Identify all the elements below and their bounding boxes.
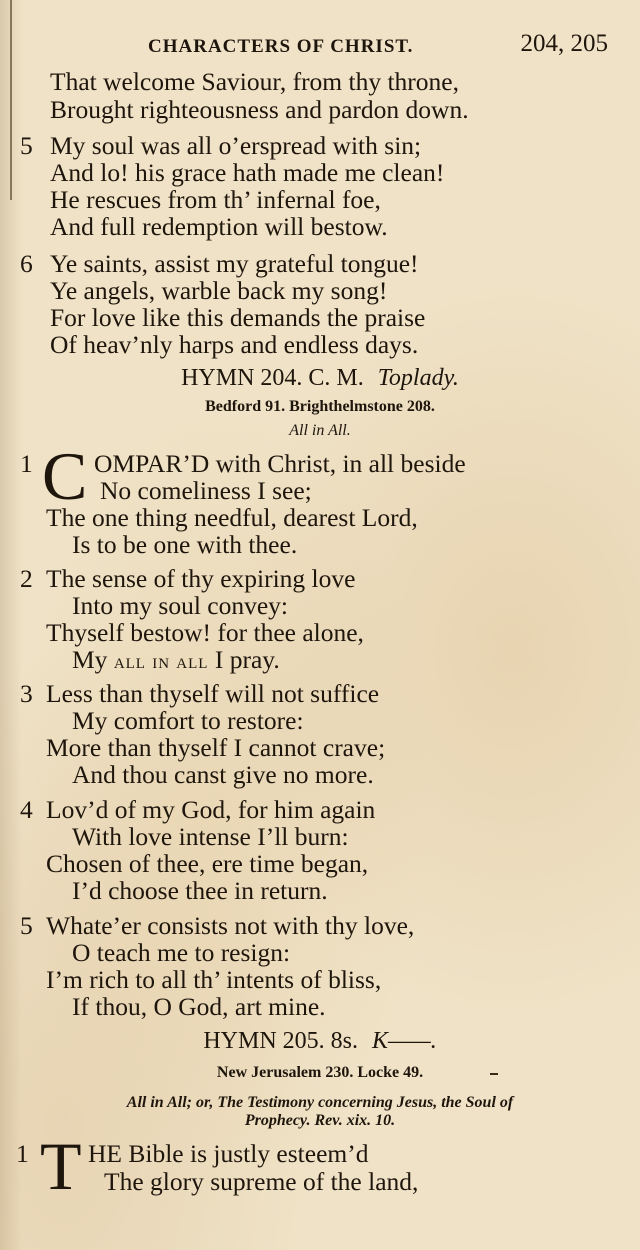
book-page: CHARACTERS OF CHRIST. 204, 205 That welcome Saviour, from thy throne, Brought righteousness and pardon down. 5 My soul was all o’erspread with sin; And lo! his grace hath made me clean! He rescues from th’ infernal foe, And full redemption will bestow. 6 Ye saints, assist my grateful tongue! Ye angels, warble back my song! For love like this demands the praise Of heav’nly harps and endless days. HYMN 204. C. M. Toplady. Bedford 91. Brighthelmstone 208. All in All. 1 C OMPAR’D with Christ, in all beside No comeliness I see; The one thing needful, dearest Lord, Is to be one with thee. 2 The sense of thy expiring love Into my soul convey: Thyself bestow! for thee alone, My all in all I pray. 3 Less than thyself will not suffice My comfort to restore: More than thyself I cannot crave; And thou canst give no more. 4 Lov’d of my God, for him again With love intense I’ll burn: Chosen of thee, ere time began, I’d choose thee in return. 5 Whate’er consists not with thy love, O teach me to resign: I’m rich to all th’ intents of bliss, If thou, O God, art mine. HYMN 205. 8s. K——. New Jerusalem 230. Locke 49. All in All; or, The Testimony concerning Jesus, the Soul of Prophecy. Rev. xix. 10. 1 T HE Bible is justly esteem’d The glory supreme of the land, [0, 0, 640, 1250]
stanza-number: 3 [20, 679, 33, 708]
small-caps-phrase: all in all [113, 649, 209, 673]
page-numbers: 204, 205 [520, 30, 608, 57]
stanza-number: 5 [20, 911, 33, 940]
stanza-number: 2 [20, 564, 33, 593]
stanza-number: 5 [20, 131, 33, 160]
hymn-number-meter: HYMN 204. C. M. [181, 365, 364, 391]
tune-references: Bedford 91. Brighthelmstone 208. [205, 398, 435, 415]
hymn-author: Toplady. [377, 365, 459, 391]
drop-cap: T [40, 1128, 82, 1204]
tune-references: New Jerusalem 230. Locke 49. [216, 1064, 424, 1081]
hymn-number-meter: HYMN 205. 8s. [203, 1028, 358, 1054]
stanza-number: 1 [16, 1139, 29, 1168]
hymn-heading [0, 365, 640, 392]
drop-cap: C [42, 438, 88, 514]
hymn-subject: Prophecy. Rev. xix. 10. [244, 1112, 396, 1129]
running-title: CHARACTERS OF CHRIST. [148, 36, 414, 57]
hymn-subject: All in All; or, The Testimony concerning Jesus, the Soul of [126, 1094, 514, 1111]
stanza-number: 1 [20, 449, 33, 478]
hymn-subject: All in All. [289, 422, 351, 439]
running-header [0, 30, 640, 70]
stanza-number: 6 [20, 249, 33, 278]
gutter-shadow [10, 0, 12, 200]
hymn-author: K——. [372, 1028, 437, 1054]
hymn-heading [0, 1028, 640, 1055]
stanza-number: 4 [20, 795, 33, 824]
